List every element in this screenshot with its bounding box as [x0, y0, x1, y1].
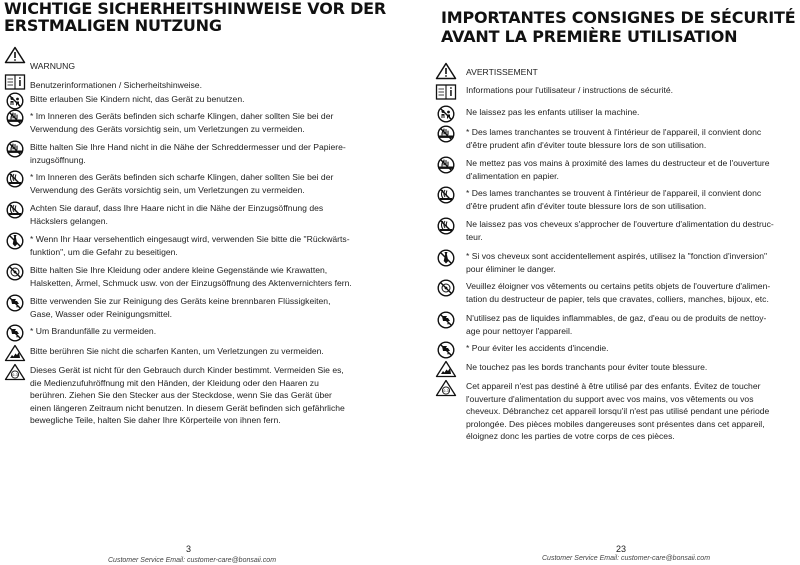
list-item-text: * Des lames tranchantes se trouvent à l'intérieur de l'appareil, il convient donc d'être prudent afin d'éviter toute blessure lors de son utilisation. — [466, 127, 762, 150]
no-liquid-icon — [435, 311, 457, 329]
no-clothing-icon — [435, 279, 457, 297]
list-item-text: N'utilisez pas de liquides inflammables, de gaz, d'eau ou de produits de nettoy- age pour nettoyer l'appareil. — [466, 313, 767, 336]
no-liquid-icon — [435, 341, 457, 359]
list-item-text: Ne touchez pas les bords tranchants pour éviter toute blessure. — [466, 362, 708, 372]
list-item-text: Informations pour l'utilisateur / instructions de sécurité. — [466, 85, 674, 95]
footer-email: Customer Service Email: customer-care@bonsaii.com — [542, 555, 711, 562]
list-item-text: Bitte halten Sie Ihre Kleidung oder andere kleine Gegenstände wie Krawatten, Halsketten, Ärmel, Schmuck usw. von der Einzugsöffnung des Aktenvernichters fern. — [30, 265, 352, 288]
title-line-1: WICHTIGE SICHERHEITSHINWEISE VOR DER — [4, 0, 387, 18]
title-line-2: AVANT LA PREMIÈRE UTILISATION — [441, 27, 738, 46]
list-item-text: Ne laissez pas les enfants utiliser la machine. — [466, 107, 640, 117]
list-item-text: Bitte verwenden Sie zur Reinigung des Geräts keine brennbaren Flüssigkeiten, Gase, Wasser oder Reinigungsmittel. — [30, 296, 331, 319]
no-tie-icon — [435, 249, 457, 267]
list-item-text: WARNUNG — [30, 61, 76, 71]
list-item-text: Dieses Gerät ist nicht für den Gebrauch durch Kinder bestimmt. Vermeiden Sie es, die Medienzufuhröffnung mit den Händen, der Kleidung oder den Haaren zu berühren. Ziehen Sie den Stecker aus der Steckdose, wenn Sie das Gerät über einen längeren Zeitraum nicht benutzen. In diesem Gerät befinden sich gefährliche bewegliche Teile, halten Sie daher Ihre Körperteile von ihnen fern. — [30, 365, 345, 425]
list-item-text: Cet appareil n'est pas destiné à être utilisé par des enfants. Évitez de toucher l'ouverture d'alimentation du support avec vos mains, vos vêtements ou vos cheveux. Débranchez cet appareil lorsqu'il n'est pas utilisé pendant une période prolongée. Des pièces mobiles dangereuses sont présentes dans cet appareil, éloignez donc les parties de votre corps de ces pièces. — [466, 381, 770, 441]
info-book-icon — [4, 73, 26, 91]
list-item-text: * Wenn Ihr Haar versehentlich eingesaugt wird, verwenden Sie bitte die "Rückwärts- funktion", um die Gefahr zu beseitigen. — [30, 234, 350, 257]
no-hair-icon — [4, 170, 26, 188]
no-hair-icon — [435, 217, 457, 235]
warning-triangle-icon — [4, 46, 26, 64]
list-item-text: Achten Sie darauf, dass Ihre Haare nicht in die Nähe der Einzugsöffnung des Häckslers gelangen. — [30, 203, 324, 226]
no-hand-icon — [4, 109, 26, 127]
no-children-icon — [435, 105, 457, 123]
no-liquid-icon — [4, 324, 26, 342]
sharp-edge-icon — [435, 360, 457, 378]
list-item-text: Veuillez éloigner vos vêtements ou certains petits objets de l'ouverture d'alimen- tation du destructeur de papier, tels que cravates, colliers, manches, bijoux, etc. — [466, 281, 771, 304]
no-children-icon — [4, 92, 26, 110]
list-item-text: Bitte erlauben Sie Kindern nicht, das Gerät zu benutzen. — [30, 94, 245, 104]
no-tie-icon — [4, 232, 26, 250]
footer-email: Customer Service Email: customer-care@bonsaii.com — [108, 557, 277, 564]
no-liquid-icon — [4, 294, 26, 312]
age-restriction-icon — [4, 363, 26, 381]
sharp-edge-icon — [4, 344, 26, 362]
list-item-text: AVERTISSEMENT — [466, 67, 538, 77]
page-right-french — [425, 0, 800, 565]
list-item-text: * Des lames tranchantes se trouvent à l'intérieur de l'appareil, il convient donc d'être prudent afin d'éviter toute blessure lors de son utilisation. — [466, 188, 762, 211]
no-hand-icon — [4, 140, 26, 158]
page-number: 3 — [186, 544, 192, 554]
list-item-text: * Pour éviter les accidents d'incendie. — [466, 343, 609, 353]
title-line-2: ERSTMALIGEN NUTZUNG — [4, 16, 222, 35]
age-restriction-icon — [435, 379, 457, 397]
no-hair-icon — [435, 186, 457, 204]
list-item-text: * Um Brandunfälle zu vermeiden. — [30, 326, 157, 336]
page-title — [4, 0, 386, 34]
list-item-text: * Im Inneren des Geräts befinden sich scharfe Klingen, daher sollten Sie bei der Verwendung des Geräts vorsichtig sein, um Verletzungen zu vermeiden. — [30, 172, 334, 195]
page-title — [441, 8, 795, 46]
title-line-1: IMPORTANTES CONSIGNES DE SÉCURITÉ — [441, 8, 796, 27]
info-book-icon — [435, 83, 457, 101]
list-item-text: Ne laissez pas vos cheveux s'approcher de l'ouverture d'alimentation du destruc- teur. — [466, 219, 774, 242]
warning-triangle-icon — [435, 62, 457, 80]
list-item-text: * Si vos cheveux sont accidentellement aspirés, utilisez la "fonction d'inversion" pour éliminer le danger. — [466, 251, 768, 274]
list-item-text: Bitte halten Sie Ihre Hand nicht in die Nähe der Schreddermesser und der Papiere- inzugsöffnung. — [30, 142, 346, 165]
no-hand-icon — [435, 125, 457, 143]
page-number: 23 — [616, 544, 627, 554]
list-item-text: * Im Inneren des Geräts befinden sich scharfe Klingen, daher sollten Sie bei der Verwendung des Geräts vorsichtig sein, um Verletzungen zu vermeiden. — [30, 111, 334, 134]
no-hair-icon — [4, 201, 26, 219]
list-item-text: Benutzerinformationen / Sicherheitshinweise. — [30, 80, 202, 90]
list-item-text: Ne mettez pas vos mains à proximité des lames du destructeur et de l'ouverture d'alimentation en papier. — [466, 158, 770, 181]
list-item-text: Bitte berühren Sie nicht die scharfen Kanten, um Verletzungen zu vermeiden. — [30, 346, 324, 356]
no-clothing-icon — [4, 263, 26, 281]
no-hand-icon — [435, 156, 457, 174]
